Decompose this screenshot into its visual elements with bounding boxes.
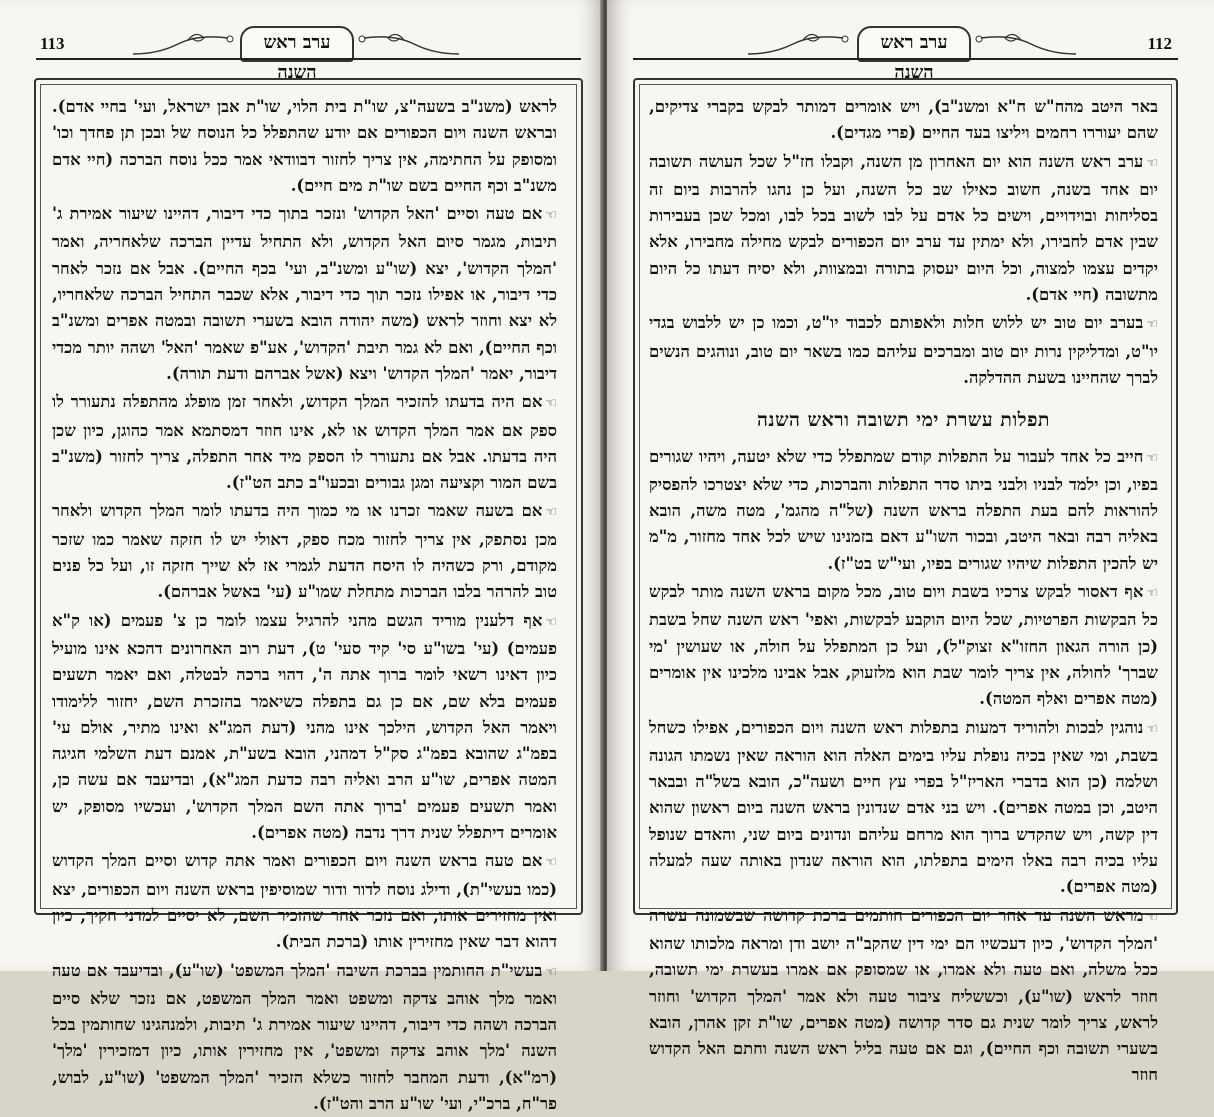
paragraph: לראש (משנ"ב בשעה"צ, שו"ת בית הלוי, שו"ת אבן ישראל, ועי' בחיי אדם). ובראש השנה ויום הכפורים אם יודע שהתפלל כל הנוסח של ובכן תן פחדך וכו' ומסופק על החתימה, אין צריך לחזור דבוודאי אמר ככל נוסח הברכה (חיי אדם משנ"ב וכף החיים בשם שו"ת מים חיים). xyxy=(52,94,557,199)
paragraph-hand-marker-icon: ☜ xyxy=(545,615,557,630)
paragraph: ☜בערב יום טוב יש ללוש חלות ולאפותם לכבוד יו"ט, וכמו כן יש ללבוש בגדי יו"ט, ומדליקין נרות יום טוב ומברכים עליהם כמו בשאר יום טוב, ונוהגים הנשים לברך שהחיינו בשעת ההדלקה. xyxy=(649,310,1158,391)
ornament-scroll-icon xyxy=(743,28,853,58)
header-rule xyxy=(633,58,1178,60)
paragraph: ☜בעשי"ת החותמין בברכת השיבה 'המלך המשפט' (שו"ע), ובדיעבד אם טעה ואמר מלך אוהב צדקה ומשפט ואמר המלך המשפט, אם נזכר שלא סיים הברכה ושהה כדי דיבור, דהיינו שיעור אמירת ג' תיבות, ולמנהגינו שחותמין בכל השנה 'מלך אוהב צדקה ומשפט', אין מחזירין אותו, כיון דמזכירין 'מלך' (רמ"א), ודעת המחבר לחזור כשלא הזכיר 'המלך המשפט' (שו"ע, לבוש, פר"ח, ברכ"י, ועי' שו"ע הרב והט"ז). xyxy=(52,958,557,1117)
ornament-scroll-icon xyxy=(354,28,464,58)
ornament-scroll-icon xyxy=(128,28,238,58)
paragraph-hand-marker-icon: ☜ xyxy=(1146,451,1158,466)
paragraph-hand-marker-icon: ☜ xyxy=(545,965,557,980)
body-text xyxy=(649,94,1158,903)
paragraph-hand-marker-icon: ☜ xyxy=(1146,910,1158,925)
running-title: ערב ראש השנה xyxy=(857,26,971,62)
paragraph: ☜אם טעה בראש השנה ויום הכפורים ואמר אתה קדוש וסיים המלך הקדוש (כמו בעשי"ת), ודילג נוסח לדור ודור שמוסיפין בראש השנה ויום הכפורים, יצא ואין מחזירים אותו, ואם נזכר אחר שהזכיר השם, לא יסיים למדני חקיך, כיון דהוא דבר שאין מחזירין אותו (ברכת הבית). xyxy=(52,848,557,955)
page-header xyxy=(0,14,603,70)
paragraph: ☜מראש השנה עד אחר יום הכפורים חותמים ברכת קדושה שבשמונה עשרה 'המלך הקדוש', כיון דעכשיו הם ימי דין שהקב"ה יושב ודן ומראה מלכותו שהוא ככל משלה, ואם טעה ולא אמרו, או שמסופק אם אמרו בעשרת ימי תשובה, חוזר לראש (שו"ע), וכששליח ציבור טעה ולא אמר 'המלך הקדוש' וחוזר לראש, צריך לומר שנית גם סדר קדושה (מטה אפרים, שו"ת זקן אהרן, הובא בשערי תשובה וכף החיים), וגם אם טעה בליל ראש השנה וחתם האל הקדוש חוזר xyxy=(649,903,1158,1089)
text-frame xyxy=(34,78,583,915)
header-rule xyxy=(36,58,581,60)
paragraph-hand-marker-icon: ☜ xyxy=(545,505,557,520)
page-header xyxy=(607,14,1214,70)
paragraph: ☜אם טעה וסיים 'האל הקדוש' ונזכר בתוך כדי דיבור, דהיינו שיעור אמירת ג' תיבות, מגמר סיום האל הקדוש, ולא התחיל עדיין הברכה שלאחריה, ואמר 'המלך הקדוש', יצא (שו"ע ומשנ"ב, ועי' בכף החיים). אבל אם נזכר לאחר כדי דיבור, או אפילו נזכר תוך כדי דיבור, אלא שכבר התחיל הברכה שלאחריו, לא יצא וחוזר לראש (משה יהודה הובא בשערי תשובה ובמטה אפרים ומשנ"ב וכף החיים), ואם לא גמר תיבת 'הקדוש', אע"פ שאמר 'האל' ושהה יותר מכדי דיבור, יאמר 'המלך הקדוש' ויצא (אשל אברהם ודעת תורה). xyxy=(52,201,557,387)
body-text xyxy=(52,94,557,903)
paragraph: ☜אם היה בדעתו להזכיר המלך הקדוש, ולאחר זמן מופלג מהתפלה נתעורר לו ספק אם אמר המלך הקדוש או לא, אינו חוזר דמסתמא אמר כהוגן, כיון שכן היה בדעתו. אבל אם נתעורר לו הספק מיד אחר התפלה, צריך לחזור (משנ"ב בשם המור וקציעה ומגן גבורים ובכעו"ב כתב הט"ז). xyxy=(52,389,557,496)
left-page xyxy=(0,0,603,971)
running-title: ערב ראש השנה xyxy=(240,26,354,62)
paragraph: ☜אף דלענין מוריד הגשם מהני להרגיל עצמו לומר כן צ' פעמים (או ק"א פעמים) (עי' בשו"ע סי' קיד סעי' ט), דעת רוב האחרונים דהכא אינו מועיל כיון דאינו רשאי לומר ברוך אתה ה', דהוי ברכה לבטלה, ואם יאמר תשעים פעמים בלא שם, אם כן גם בתפלה כשיאמר בהזכרת השם, יחזור ללימודו ויאמר האל הקדוש, הילכך אינו מהני (דעת המג"א ואינו מתיר, אולם עי' בפמ"ג שהובא בפמ"ג סק"ל דמהני, הובא בשע"ת, אמנם דעת השלמי חגיגה המטה אפרים, שו"ע הרב ואליה רבה כדעת המג"א), ובדיעבד אם עשה כן, ואמר תשעים פעמים 'ברוך אתה השם המלך הקדוש', ועכשיו מסופק, יש אומרים דיתפלל שנית דרך נדבה (מטה אפרים). xyxy=(52,608,557,847)
paragraph-hand-marker-icon: ☜ xyxy=(545,208,557,223)
paragraph: ☜נוהגין לבכות ולהוריד דמעות בתפלות ראש השנה ויום הכפורים, אפילו כשחל בשבת, ומי שאין בכיה נופלת עליו בימים האלה הוא הוראה שאין נשמתו הגונה ושלמה (כן הוא בדברי האריז"ל בפרי עץ חיים ושעה"כ, הובא בשל"ה ובבאר היטב, וכן במטה אפרים). ויש בני אדם שנדונין בראש השנה ביום ראשון שהוא דין קשה, ויש שהקדש ברוך הוא מרחם עליהם ונדונים ביום שני, והאדם שנופל עליו בכיה רבה באלו הימים בתפלתו, הוא הוראה שנדון באותה שעה למעלה (מטה אפרים). xyxy=(649,715,1158,901)
ornament-scroll-icon xyxy=(971,28,1081,58)
paragraph-hand-marker-icon: ☜ xyxy=(1146,317,1158,332)
right-page xyxy=(607,0,1214,971)
text-frame xyxy=(633,78,1178,915)
paragraph: באר היטב מהח"ש ח"א ומשנ"ב), ויש אומרים דמותר לבקש בקברי צדיקים, שהם יעוררו רחמים ויליצו בעד החיים (פרי מגדים). xyxy=(649,94,1158,147)
paragraph-hand-marker-icon: ☜ xyxy=(1146,722,1158,737)
paragraph: ☜חייב כל אחד לעבור על התפלות קודם שמתפלל כדי שלא יטעה, ויהיו שגורים בפיו, וכן ילמד לבניו ולבני ביתו סדר התפלות והברכות, כדי שלא יצטרכו להפסיק להוראות להם בעת התפלה בראש השנה (של"ה מהגמ', מטה משה, הובא באליה רבה ובאר היטב, ובכור השו"ע דאם בזמנינו שיש לכל אחד מחזור, מ"מ יש להכין התפלות שיהיו שגורים בפיו, ועי"ש בט"ז). xyxy=(649,444,1158,577)
section-heading: תפלות עשרת ימי תשובה וראש השנה xyxy=(649,407,1158,433)
paragraph-hand-marker-icon: ☜ xyxy=(1146,586,1158,601)
page-number: 112 xyxy=(1147,34,1172,54)
paragraph: ☜אם בשעה שאמר זכרנו או מי כמוך היה בדעתו לומר המלך הקדוש ולאחר מכן נסתפק, אין צריך לחזור מכח ספק, דאולי יש לו חזקה שאמר כמו שזכר מקודם, ורק כשהיה לו היסח הדעת לגמרי אז לא שייך חזקה זו, ועל כל פנים טוב להרהר בלבו הברכות מתחלת שמו"ע (עי' באשל אברהם). xyxy=(52,498,557,605)
paragraph: ☜אף דאסור לבקש צרכיו בשבת ויום טוב, מכל מקום בראש השנה מותר לבקש כל הבקשות הפרטיות, שכל היום הוקבע לבקשות, ואפי' ראש השנה שחל בשבת (כן הורה הגאון החזו"א זצוק"ל), ועל כן המתפלל על חולה, או שעושין 'מי שברך' לחולה, אין צריך לומר שבת הוא מלזעוק, אבל אבינו מלכינו אין אומרים (מטה אפרים ואלף המטה). xyxy=(649,579,1158,712)
paragraph-hand-marker-icon: ☜ xyxy=(1146,156,1158,171)
paragraph: ☜ערב ראש השנה הוא יום האחרון מן השנה, וקבלו חז"ל שכל העושה תשובה יום אחד בשנה, חשוב כאילו שב כל השנה, ועל כן נהגו להרבות ביום זה בסליחות ובוידויים, וישים כל אדם על לבו לשוב בכל לבו, ומכל שכן בעבירות שבין אדם לחבירו, ולא ימתין עד ערב יום הכפורים לבקש מחילה מחבירו, אלא יקדים עצמו למצוה, וכל היום יעסוק בתורה ובמצוות, ולא יסיח דעתו כל היום מתשובה (חיי אדם). xyxy=(649,149,1158,309)
paragraph-hand-marker-icon: ☜ xyxy=(545,855,557,870)
paragraph-hand-marker-icon: ☜ xyxy=(545,396,557,411)
page-number: 113 xyxy=(40,34,65,54)
